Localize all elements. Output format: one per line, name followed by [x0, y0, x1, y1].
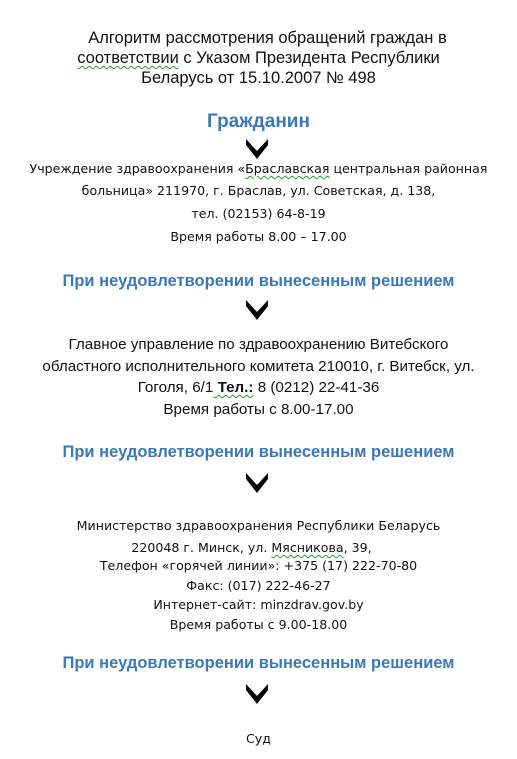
step2-phone: 8 (0212) 22-41-36	[253, 379, 380, 396]
step3-line-1: Министерство здравоохранения Республики Беларусь	[76, 518, 441, 533]
title-spellcheck-word: соответствии	[77, 49, 179, 67]
step3-website: Интернет-сайт: minzdrav.gov.by	[153, 597, 364, 612]
step3-line-2-c: , 39,	[343, 540, 372, 555]
step3-line-2	[0, 540, 517, 555]
step2-line-2: областного исполнительного комитета 210010, г. Витебск, ул.	[42, 358, 475, 375]
step1-line-1-a: Учреждение здравоохранения «	[29, 161, 246, 176]
step1-line-1	[0, 161, 517, 176]
step1-spellcheck-word: Браславская	[245, 161, 330, 176]
step2-line-1: Главное управление по здравоохранению Витебского	[68, 336, 449, 353]
title-line-3: Беларусь от 15.10.2007 № 498	[141, 69, 376, 87]
step1-line-1-c: центральная районная	[329, 161, 488, 176]
title-line-1: Алгоритм рассмотрения обращений граждан в	[88, 29, 447, 47]
step3-spellcheck-word: Мясникова	[271, 540, 344, 555]
step1-line-3: тел. (02153) 64-8-19	[191, 206, 326, 221]
heading-citizen: Гражданин	[207, 111, 310, 132]
title-line-2	[0, 48, 517, 68]
step3-line-2-a: 220048 г. Минск, ул.	[131, 540, 272, 555]
step3-hotline: Телефон «горячей линии»: +375 (17) 222-70-80	[99, 558, 418, 573]
chevron-down-arrow-icon	[245, 138, 269, 160]
heading-dissatisfied-3: При неудовлетворении вынесенным решением	[62, 654, 455, 672]
chevron-down-arrow-icon	[245, 472, 269, 494]
heading-dissatisfied-2: При неудовлетворении вынесенным решением	[62, 443, 455, 461]
step1-hours: Время работы 8.00 – 17.00	[170, 229, 347, 244]
step4-court: Суд	[246, 731, 271, 746]
step3-fax: Факс: (017) 222-46-27	[186, 578, 331, 593]
step2-hours: Время работы с 8.00-17.00	[163, 401, 354, 418]
step2-address: Гоголя, 6/1	[137, 379, 214, 396]
heading-dissatisfied-1: При неудовлетворении вынесенным решением	[62, 272, 455, 290]
step2-line-3	[0, 379, 517, 396]
chevron-down-arrow-icon	[245, 683, 269, 705]
chevron-down-arrow-icon	[245, 299, 269, 321]
title-line-2-rest: с Указом Президента Республики	[178, 49, 440, 67]
step2-phone-label: Тел.:	[213, 379, 254, 396]
step1-line-2: больница» 211970, г. Браслав, ул. Советская, д. 138,	[81, 183, 436, 198]
step3-hours: Время работы с 9.00-18.00	[169, 617, 348, 632]
